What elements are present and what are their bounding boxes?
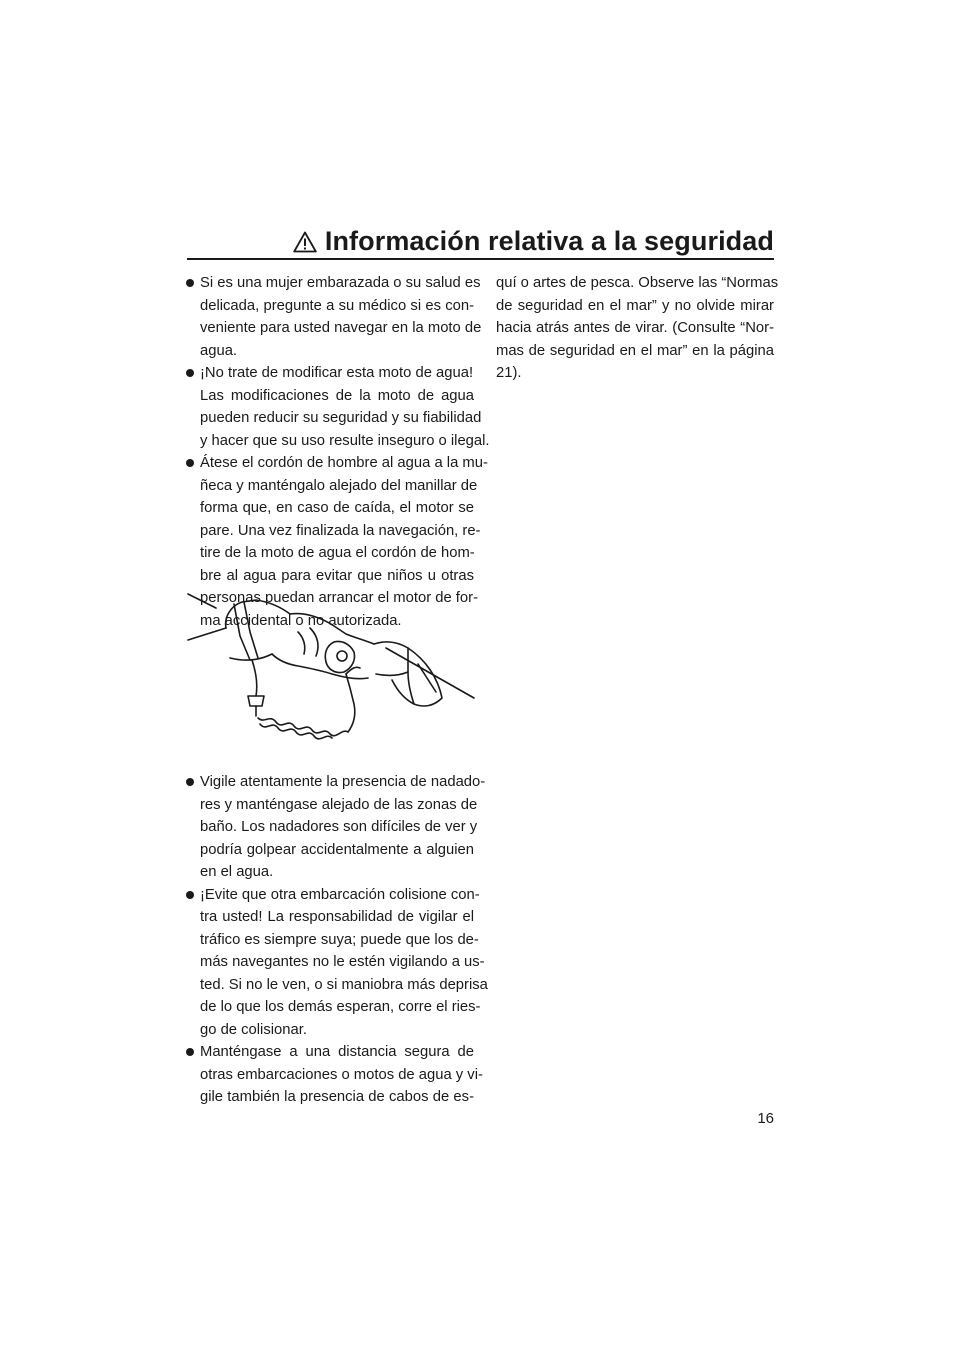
left-column-top xyxy=(186,272,490,632)
text-line: gile también la presencia de cabos de es- xyxy=(200,1089,474,1105)
list-item xyxy=(186,362,490,452)
right-column xyxy=(496,272,779,385)
text-line: go de colisionar. xyxy=(200,1021,307,1038)
text-line: bre al agua para evitar que niños u otras xyxy=(200,567,474,584)
text-line: podría golpear accidentalmente a alguien xyxy=(200,841,474,858)
text-line: agua. xyxy=(200,342,238,359)
text-line: ¡No trate de modificar esta moto de agua! xyxy=(200,365,474,381)
text-line: Manténgase a una distancia segura de xyxy=(200,1044,474,1060)
text-line: pare. Una vez finalizada la navegación, re- xyxy=(200,522,481,539)
text-line: de lo que los demás esperan, corre el ries- xyxy=(200,999,481,1015)
hand-lanyard-illustration xyxy=(186,588,479,756)
page-number: 16 xyxy=(757,1110,774,1127)
list-item xyxy=(186,771,486,884)
text-line: otras embarcaciones o motos de agua y vi- xyxy=(200,1066,483,1083)
header-rule xyxy=(187,258,774,260)
text-line: de seguridad en el mar” y no olvide mirar xyxy=(496,297,774,314)
page-header xyxy=(187,226,774,258)
bullet-icon xyxy=(186,459,194,467)
text-line: ñeca y manténgalo alejado del manillar de xyxy=(200,477,478,494)
text-line: tire de la moto de agua el cordón de hom- xyxy=(200,545,475,561)
text-line: Átese el cordón de hombre al agua a la mu- xyxy=(200,455,488,471)
text-line: y hacer que su uso resulte inseguro o ilegal. xyxy=(200,432,490,449)
text-line: ¡Evite que otra embarcación colisione con- xyxy=(200,886,480,903)
text-line: tra usted! La responsabilidad de vigilar el xyxy=(200,909,474,925)
bullet-icon xyxy=(186,369,194,377)
text-line: ted. Si no le ven, o si maniobra más deprisa xyxy=(200,976,488,993)
bullet-icon xyxy=(186,778,194,786)
list-item xyxy=(186,1041,483,1109)
text-line: Si es una mujer embarazada o su salud es xyxy=(200,275,481,291)
text-line: personas puedan arrancar el motor de for- xyxy=(200,590,479,606)
text-line: mas de seguridad en el mar” en la página xyxy=(496,342,774,359)
text-line: veniente para usted navegar en la moto de xyxy=(200,320,482,336)
text-line: pueden reducir su seguridad y su fiabilidad xyxy=(200,410,482,426)
page-title: Información relativa a la seguridad xyxy=(324,226,774,256)
text-line: res y manténgase alejado de las zonas de xyxy=(200,796,478,813)
text-line: baño. Los nadadores son difíciles de ver y xyxy=(200,819,478,835)
text-line: forma que, en caso de caída, el motor se xyxy=(200,500,474,516)
bullet-icon xyxy=(186,891,194,899)
text-line: más navegantes no le estén vigilando a us- xyxy=(200,954,485,970)
left-column-bottom xyxy=(186,771,488,1109)
list-item xyxy=(186,272,482,362)
warning-triangle-icon xyxy=(293,231,317,253)
text-line: en el agua. xyxy=(200,864,274,880)
text-line: quí o artes de pesca. Observe las “Normas xyxy=(496,275,779,291)
text-line: Vigile atentamente la presencia de nadado- xyxy=(200,774,486,790)
text-line: delicada, pregunte a su médico si es con- xyxy=(200,297,474,314)
text-line: hacia atrás antes de virar. (Consulte “Nor- xyxy=(496,320,774,336)
bullet-icon xyxy=(186,279,194,287)
text-line: 21). xyxy=(496,365,522,381)
text-line: ma accidental o no autorizada. xyxy=(200,612,402,629)
text-line: Las modificaciones de la moto de agua xyxy=(200,387,474,404)
bullet-icon xyxy=(186,1048,194,1056)
list-item xyxy=(186,884,488,1042)
text-line: tráfico es siempre suya; puede que los de- xyxy=(200,931,479,948)
page-title-wrap xyxy=(293,226,774,257)
